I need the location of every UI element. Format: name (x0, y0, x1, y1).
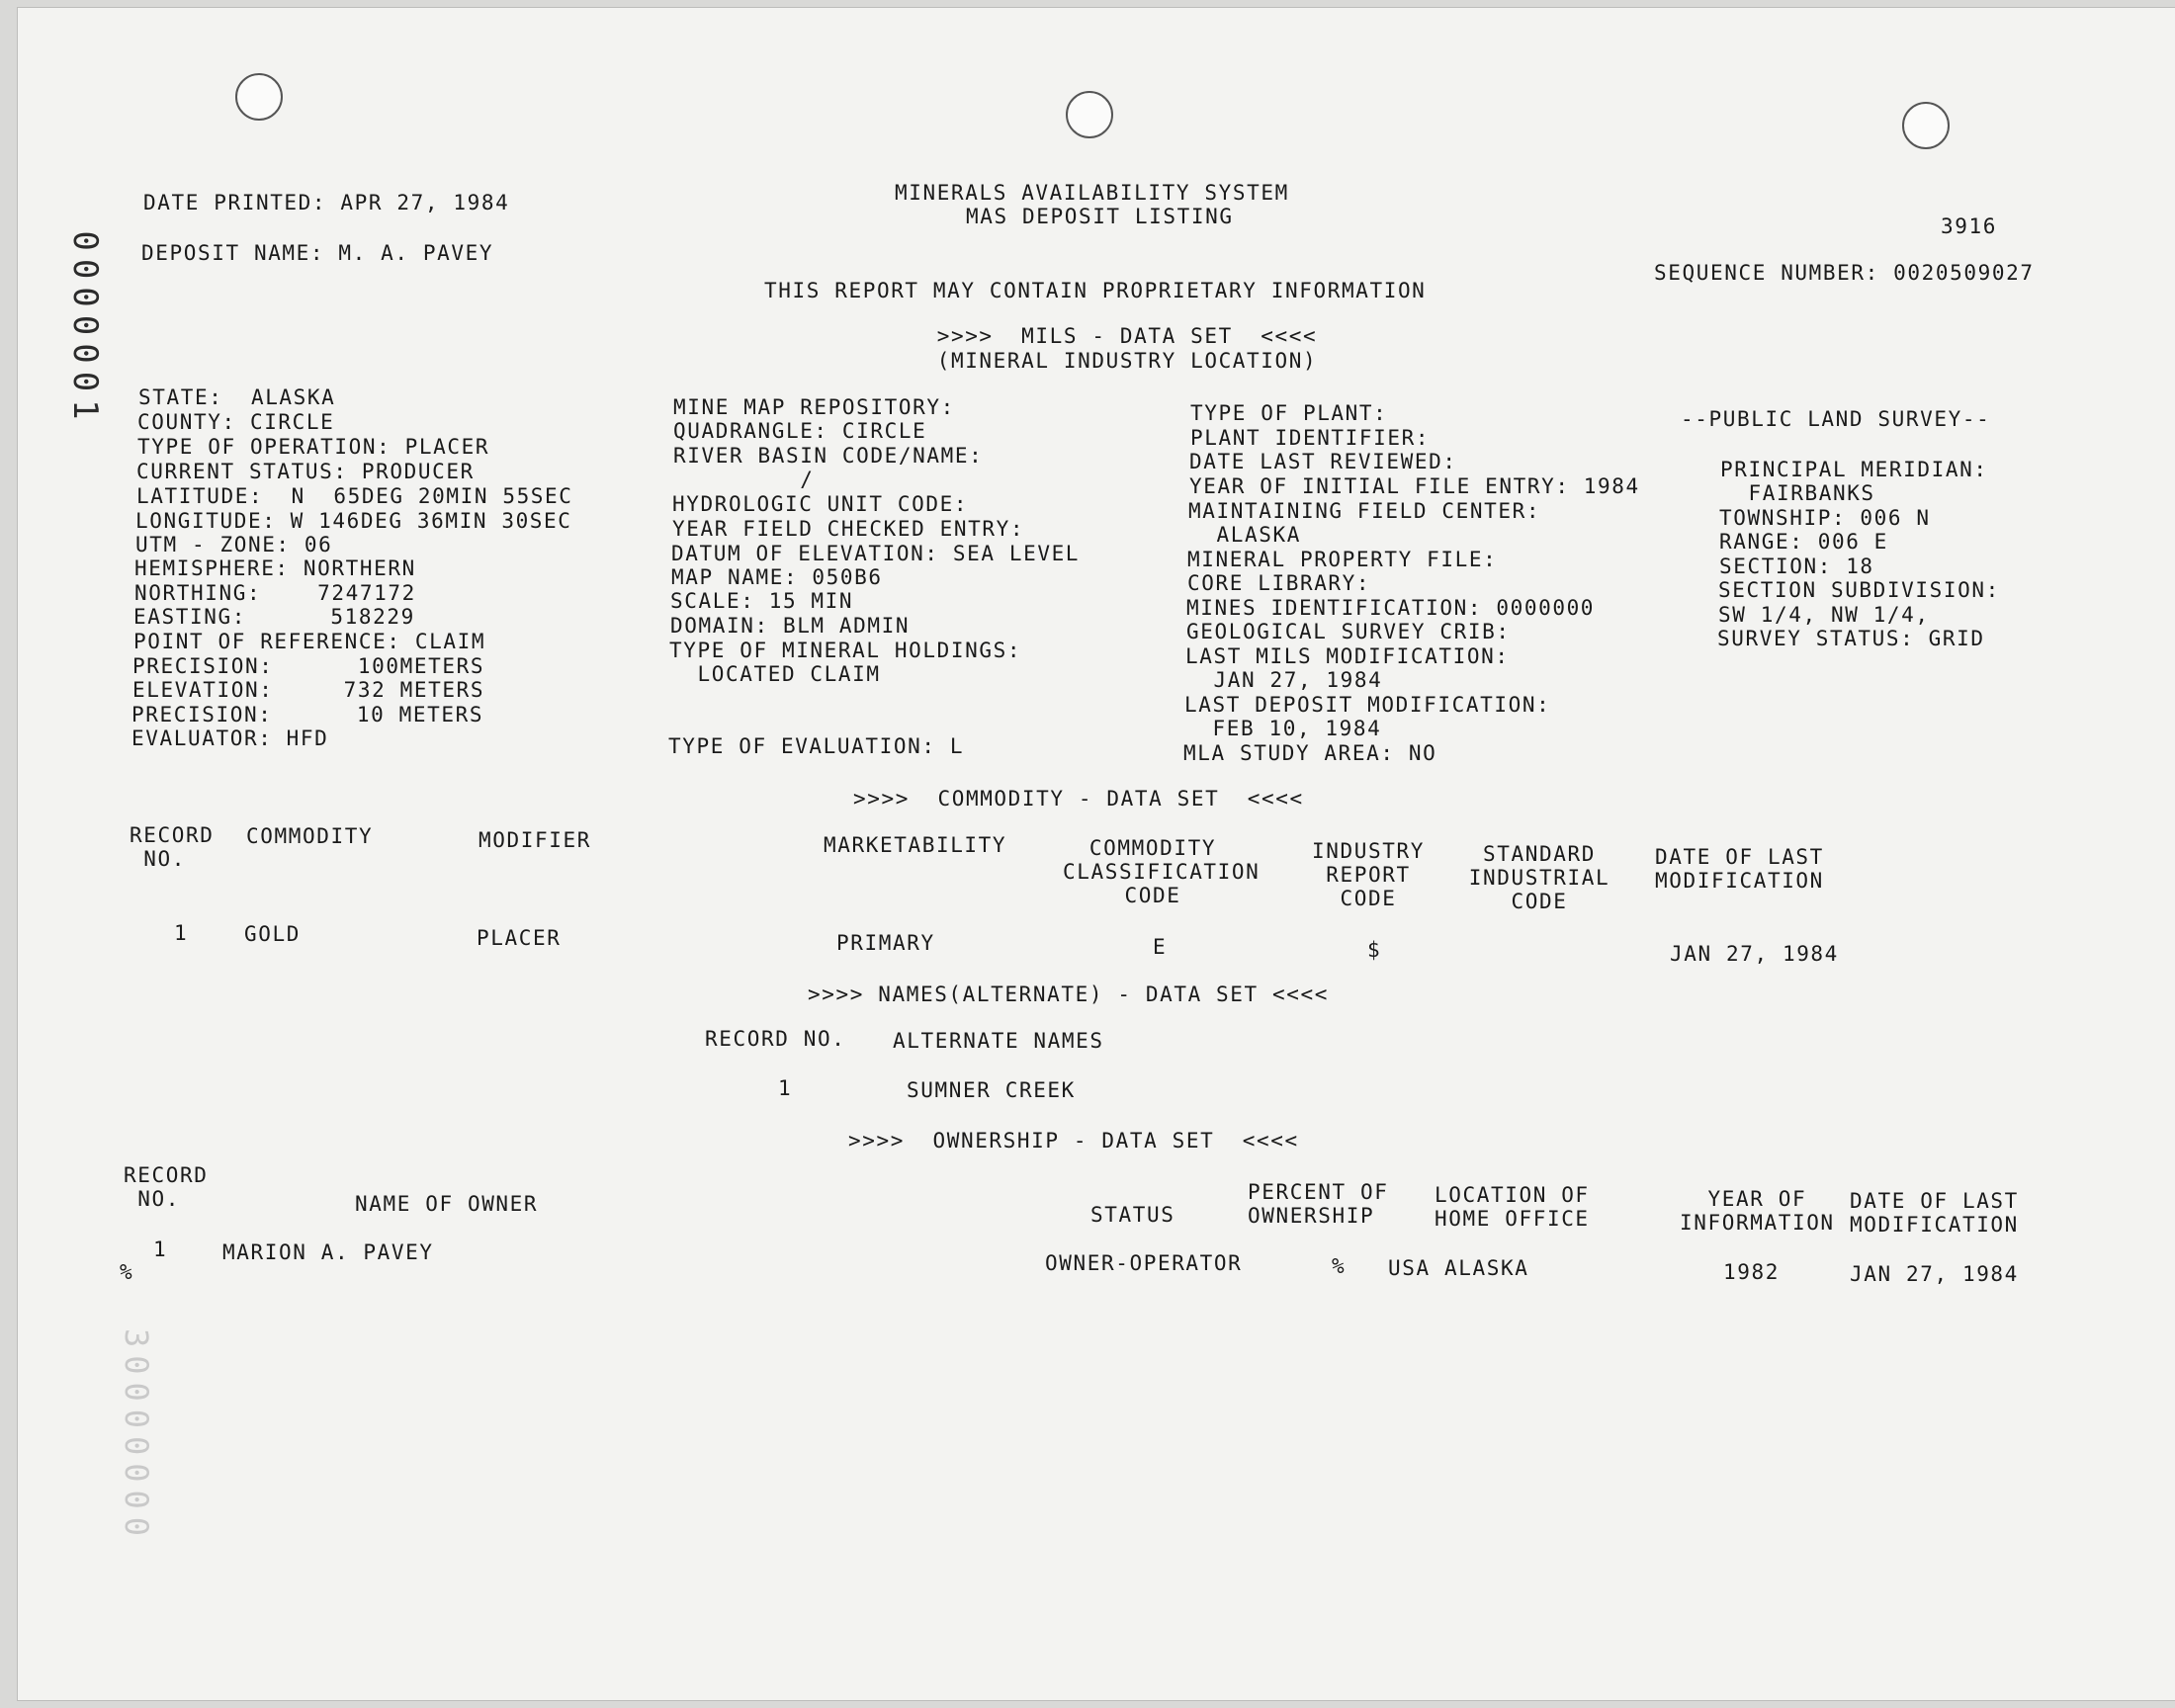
mils-col1-line: CURRENT STATUS: PRODUCER (136, 460, 475, 483)
mils-col1-line: EVALUATOR: HFD (131, 726, 329, 750)
survey-line: SECTION SUBDIVISION: (1718, 578, 2000, 602)
names-title: >>>> NAMES(ALTERNATE) - DATA SET <<<< (808, 982, 1329, 1006)
system-title: MINERALS AVAILABILITY SYSTEM (895, 181, 1289, 205)
listing-title: MAS DEPOSIT LISTING (966, 205, 1234, 228)
ghost-stamp-number: 30000000 (118, 1327, 155, 1545)
commodity-record-no: 1 (174, 921, 189, 945)
mils-col2-line: DATUM OF ELEVATION: SEA LEVEL (671, 542, 1081, 565)
mils-col1-line: COUNTY: CIRCLE (137, 410, 335, 434)
mils-subtitle: (MINERAL INDUSTRY LOCATION) (936, 349, 1318, 373)
commodity-title: >>>> COMMODITY - DATA SET <<<< (853, 787, 1304, 811)
mils-col3-line: ALASKA (1188, 523, 1301, 547)
commodity-header-standard: STANDARD INDUSTRIAL CODE (1468, 842, 1610, 913)
owner-year: 1982 (1723, 1260, 1780, 1284)
names-header-record: RECORD NO. (705, 1027, 846, 1051)
mils-col3-line: YEAR OF INITIAL FILE ENTRY: 1984 (1189, 474, 1640, 498)
alternate-name: SUMNER CREEK (907, 1078, 1076, 1102)
commodity-header-marketability: MARKETABILITY (824, 833, 1007, 857)
mils-col3-line: PLANT IDENTIFIER: (1190, 426, 1431, 450)
commodity-header-commodity: COMMODITY (246, 824, 374, 848)
owner-home-office: USA ALASKA (1388, 1256, 1529, 1280)
punch-hole-right (1902, 102, 1950, 149)
mils-title: >>>> MILS - DATA SET <<<< (936, 324, 1318, 348)
commodity-header-industry: INDUSTRY REPORT CODE (1312, 839, 1425, 910)
survey-line: SW 1/4, NW 1/4, (1718, 603, 1930, 627)
mils-col3-line: FEB 10, 1984 (1184, 717, 1382, 740)
ownership-header-status: STATUS (1090, 1203, 1175, 1227)
mils-col3-line: LAST DEPOSIT MODIFICATION: (1184, 693, 1551, 717)
survey-line: SURVEY STATUS: GRID (1717, 627, 1985, 650)
commodity-header-record: RECORD NO. (130, 823, 215, 871)
ownership-percent-mark: % (120, 1260, 134, 1284)
commodity-header-date: DATE OF LAST MODIFICATION (1655, 845, 1824, 893)
mils-col1-line: TYPE OF OPERATION: PLACER (137, 435, 490, 459)
commodity-modifier: PLACER (477, 926, 562, 950)
commodity-marketability: PRIMARY (836, 931, 935, 955)
mils-col3-line: LAST MILS MODIFICATION: (1185, 644, 1510, 668)
mils-col2-line: MINE MAP REPOSITORY: (673, 395, 955, 419)
ownership-record-no: 1 (153, 1238, 168, 1261)
mils-col2-line: LOCATED CLAIM (669, 662, 881, 686)
owner-percent: % (1332, 1254, 1347, 1278)
page-number: 3916 (1941, 214, 1997, 238)
mils-col3-line: CORE LIBRARY: (1187, 571, 1371, 595)
sequence-number: SEQUENCE NUMBER: 0020509027 (1654, 261, 2035, 285)
mils-col1-line: LONGITUDE: W 146DEG 36MIN 30SEC (135, 509, 572, 533)
commodity-header-modifier: MODIFIER (478, 828, 591, 852)
ownership-header-year: YEAR OF INFORMATION (1680, 1187, 1835, 1235)
mils-col2-line: TYPE OF MINERAL HOLDINGS: (669, 639, 1022, 662)
mils-col1-line: UTM - ZONE: 06 (135, 533, 333, 556)
mils-col1-line: PRECISION: 100METERS (132, 654, 485, 678)
mils-col2-line: MAP NAME: 050B6 (671, 565, 883, 589)
names-header-alternate: ALTERNATE NAMES (893, 1029, 1104, 1053)
survey-line: RANGE: 006 E (1719, 530, 1888, 554)
survey-line: PRINCIPAL MERIDIAN: (1720, 458, 1988, 481)
punch-hole-left (235, 73, 283, 121)
mils-col1-line: EASTING: 518229 (133, 605, 415, 629)
mils-col3-line: MLA STUDY AREA: NO (1183, 741, 1437, 765)
commodity-header-classification: COMMODITY CLASSIFICATION CODE (1063, 836, 1261, 907)
mils-col1-line: HEMISPHERE: NORTHERN (134, 556, 416, 580)
mils-col3-line: GEOLOGICAL SURVEY CRIB: (1186, 620, 1511, 643)
ownership-header-record: RECORD NO. (124, 1163, 209, 1211)
ownership-header-name: NAME OF OWNER (355, 1192, 539, 1216)
mils-col1-line: STATE: ALASKA (138, 385, 336, 409)
batch-stamp (65, 225, 105, 433)
mils-col3-line: MINES IDENTIFICATION: 0000000 (1186, 596, 1596, 620)
mils-col1-line: LATITUDE: N 65DEG 20MIN 55SEC (136, 484, 573, 508)
owner-modification-date: JAN 27, 1984 (1850, 1262, 2019, 1286)
names-record-no: 1 (778, 1076, 793, 1100)
mils-col2-line: SCALE: 15 MIN (670, 589, 854, 613)
mils-col2-line: DOMAIN: BLM ADMIN (670, 614, 911, 638)
ownership-header-date: DATE OF LAST MODIFICATION (1850, 1189, 2019, 1237)
ownership-title: >>>> OWNERSHIP - DATA SET <<<< (848, 1129, 1299, 1153)
ownership-header-percent: PERCENT OF OWNERSHIP (1248, 1180, 1389, 1228)
date-printed: DATE PRINTED: APR 27, 1984 (143, 191, 510, 214)
punch-hole-center (1066, 91, 1113, 138)
survey-line: TOWNSHIP: 006 N (1719, 506, 1931, 530)
mils-col3-line: DATE LAST REVIEWED: (1189, 450, 1457, 473)
mils-col1-line: NORTHING: 7247172 (134, 581, 416, 605)
deposit-name: DEPOSIT NAME: M. A. PAVEY (141, 241, 494, 265)
commodity-classification-code: E (1153, 935, 1168, 959)
ownership-header-location: LOCATION OF HOME OFFICE (1435, 1183, 1590, 1231)
mils-col1-line: ELEVATION: 732 METERS (132, 678, 485, 702)
survey-line: SECTION: 18 (1719, 555, 1874, 578)
mils-col3-line: JAN 27, 1984 (1185, 668, 1383, 692)
ghost-stamp (117, 1323, 156, 1550)
public-land-survey-title: --PUBLIC LAND SURVEY-- (1681, 407, 1991, 431)
mils-col2-line: YEAR FIELD CHECKED ENTRY: (672, 517, 1025, 541)
mils-col1-line: PRECISION: 10 METERS (131, 703, 484, 726)
survey-line: FAIRBANKS (1720, 481, 1875, 505)
mils-col2-line: / (673, 468, 815, 491)
mils-col2-line: HYDROLOGIC UNIT CODE: (672, 492, 969, 516)
mils-col3-line: MAINTAINING FIELD CENTER: (1188, 499, 1541, 523)
mils-col1-line: POINT OF REFERENCE: CLAIM (133, 630, 486, 653)
commodity-modification-date: JAN 27, 1984 (1670, 942, 1839, 966)
proprietary-notice: THIS REPORT MAY CONTAIN PROPRIETARY INFORMATION (764, 279, 1427, 302)
owner-name: MARION A. PAVEY (222, 1240, 434, 1264)
type-of-evaluation: TYPE OF EVALUATION: L (668, 734, 965, 758)
batch-stamp-number: 0000001 (65, 230, 105, 428)
commodity-industry-code: $ (1367, 938, 1382, 962)
mils-col2-line: RIVER BASIN CODE/NAME: (673, 444, 984, 468)
mils-col2-line: QUADRANGLE: CIRCLE (673, 419, 927, 443)
owner-status: OWNER-OPERATOR (1045, 1251, 1243, 1275)
commodity-name: GOLD (244, 922, 301, 946)
mils-col3-line: MINERAL PROPERTY FILE: (1187, 548, 1498, 571)
mils-col3-line: TYPE OF PLANT: (1190, 401, 1388, 425)
